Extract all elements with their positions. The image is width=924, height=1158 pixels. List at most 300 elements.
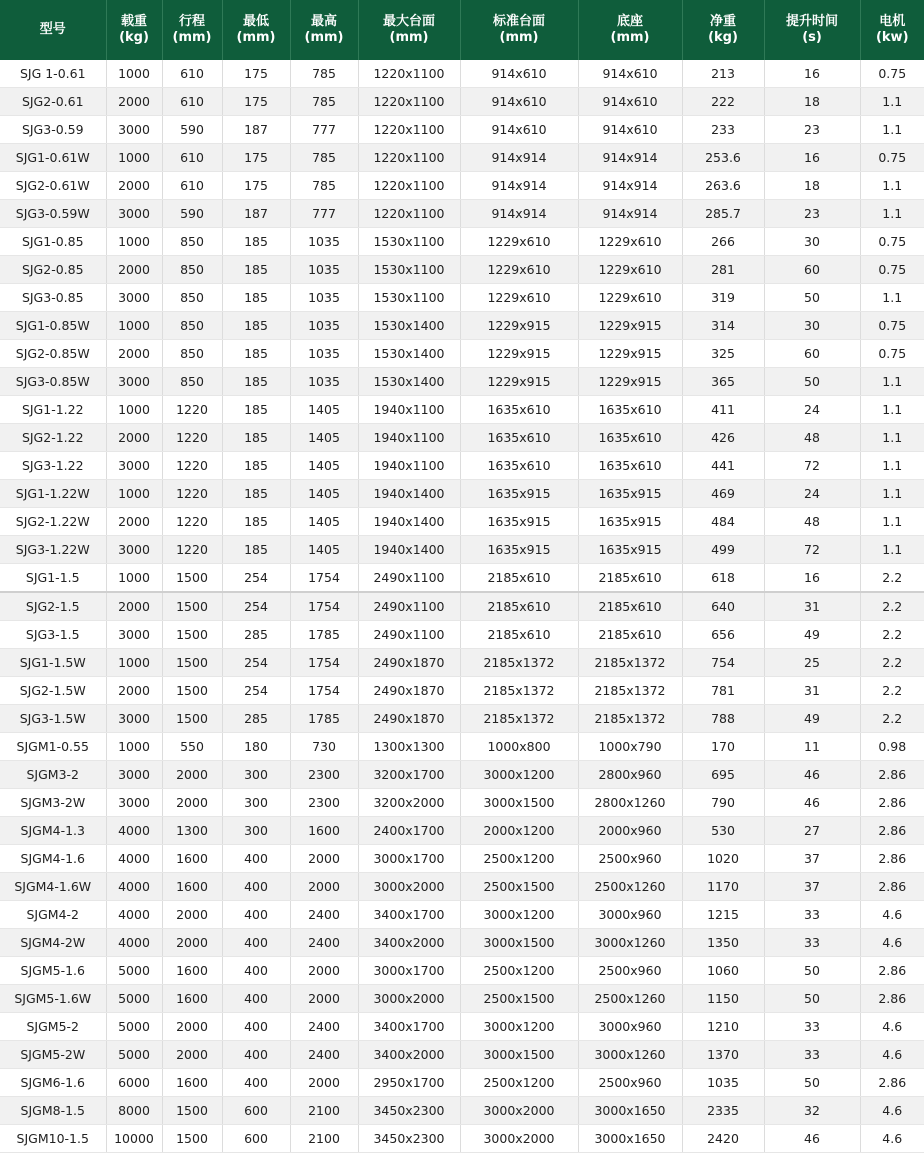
- table-cell-max-platform: 1530x1100: [358, 284, 460, 312]
- table-cell-max-height: 1035: [290, 368, 358, 396]
- column-header-model: [0, 0, 106, 60]
- table-cell-model: SJG3-1.22W: [0, 536, 106, 564]
- table-cell-stroke: 1600: [162, 1069, 222, 1097]
- table-cell-net-weight: 441: [682, 452, 764, 480]
- table-cell-max-platform: 2490x1100: [358, 592, 460, 621]
- table-cell-min-height: 400: [222, 1041, 290, 1069]
- table-cell-model: SJG2-1.5: [0, 592, 106, 621]
- table-cell-model: SJG3-1.5W: [0, 705, 106, 733]
- table-cell-net-weight: 325: [682, 340, 764, 368]
- table-row: [0, 845, 924, 873]
- table-cell-min-height: 285: [222, 705, 290, 733]
- table-cell-std-platform: 1229x915: [460, 312, 578, 340]
- table-cell-load: 3000: [106, 761, 162, 789]
- table-cell-max-height: 2300: [290, 761, 358, 789]
- table-cell-load: 6000: [106, 1069, 162, 1097]
- table-cell-motor: 0.98: [860, 733, 924, 761]
- table-cell-max-height: 2000: [290, 845, 358, 873]
- table-cell-max-platform: 1220x1100: [358, 60, 460, 88]
- table-cell-max-platform: 1530x1400: [358, 312, 460, 340]
- table-cell-motor: 1.1: [860, 396, 924, 424]
- table-row: [0, 116, 924, 144]
- table-header: [0, 0, 924, 60]
- table-cell-min-height: 400: [222, 929, 290, 957]
- table-cell-model: SJG2-1.22W: [0, 508, 106, 536]
- table-cell-load: 5000: [106, 1013, 162, 1041]
- table-cell-max-height: 1785: [290, 621, 358, 649]
- table-cell-stroke: 1220: [162, 536, 222, 564]
- table-cell-model: SJG3-1.5: [0, 621, 106, 649]
- table-cell-stroke: 590: [162, 116, 222, 144]
- column-header-motor: [860, 0, 924, 60]
- table-cell-base: 2185x610: [578, 592, 682, 621]
- table-cell-net-weight: 1350: [682, 929, 764, 957]
- table-cell-lift-time: 30: [764, 312, 860, 340]
- table-row: [0, 1041, 924, 1069]
- table-cell-max-height: 1754: [290, 649, 358, 677]
- table-cell-max-platform: 1530x1400: [358, 340, 460, 368]
- table-row: [0, 929, 924, 957]
- table-row: [0, 144, 924, 172]
- table-cell-std-platform: 1635x610: [460, 396, 578, 424]
- table-cell-base: 2500x1260: [578, 873, 682, 901]
- table-cell-lift-time: 31: [764, 592, 860, 621]
- table-cell-std-platform: 2185x1372: [460, 649, 578, 677]
- table-cell-load: 1000: [106, 228, 162, 256]
- table-cell-motor: 0.75: [860, 228, 924, 256]
- table-cell-max-height: 730: [290, 733, 358, 761]
- table-cell-motor: 2.86: [860, 845, 924, 873]
- table-cell-max-height: 2400: [290, 1013, 358, 1041]
- table-cell-model: SJG1-0.85: [0, 228, 106, 256]
- table-cell-min-height: 185: [222, 312, 290, 340]
- table-cell-lift-time: 72: [764, 452, 860, 480]
- table-cell-max-height: 1405: [290, 396, 358, 424]
- table-cell-lift-time: 23: [764, 200, 860, 228]
- table-cell-base: 3000x1260: [578, 1041, 682, 1069]
- table-row: [0, 733, 924, 761]
- table-cell-max-platform: 1940x1400: [358, 508, 460, 536]
- table-cell-max-platform: 1220x1100: [358, 200, 460, 228]
- table-cell-max-platform: 1940x1400: [358, 536, 460, 564]
- table-cell-stroke: 2000: [162, 1041, 222, 1069]
- table-cell-stroke: 610: [162, 172, 222, 200]
- table-cell-lift-time: 30: [764, 228, 860, 256]
- table-cell-motor: 4.6: [860, 1125, 924, 1153]
- table-cell-model: SJGM4-1.6: [0, 845, 106, 873]
- table-cell-model: SJG1-0.85W: [0, 312, 106, 340]
- table-cell-max-platform: 2490x1100: [358, 621, 460, 649]
- table-cell-min-height: 187: [222, 200, 290, 228]
- table-cell-min-height: 185: [222, 480, 290, 508]
- table-cell-std-platform: 2500x1500: [460, 873, 578, 901]
- table-cell-load: 3000: [106, 789, 162, 817]
- table-cell-base: 914x610: [578, 88, 682, 116]
- table-cell-std-platform: 2500x1200: [460, 957, 578, 985]
- table-cell-std-platform: 1635x915: [460, 508, 578, 536]
- table-cell-lift-time: 48: [764, 508, 860, 536]
- table-row: [0, 761, 924, 789]
- table-cell-load: 3000: [106, 284, 162, 312]
- table-cell-lift-time: 16: [764, 60, 860, 88]
- table-cell-motor: 4.6: [860, 929, 924, 957]
- table-cell-base: 2800x1260: [578, 789, 682, 817]
- table-cell-stroke: 1500: [162, 649, 222, 677]
- column-header-unit: (mm): [304, 30, 344, 45]
- table-cell-motor: 1.1: [860, 424, 924, 452]
- table-cell-base: 2185x1372: [578, 705, 682, 733]
- table-cell-motor: 2.2: [860, 705, 924, 733]
- table-cell-lift-time: 16: [764, 144, 860, 172]
- table-cell-load: 2000: [106, 340, 162, 368]
- table-cell-min-height: 185: [222, 424, 290, 452]
- table-cell-stroke: 2000: [162, 929, 222, 957]
- table-cell-motor: 1.1: [860, 536, 924, 564]
- table-cell-lift-time: 60: [764, 340, 860, 368]
- table-cell-model: SJGM3-2W: [0, 789, 106, 817]
- table-cell-net-weight: 411: [682, 396, 764, 424]
- table-cell-max-height: 1405: [290, 480, 358, 508]
- table-cell-min-height: 300: [222, 789, 290, 817]
- table-cell-net-weight: 499: [682, 536, 764, 564]
- table-row: [0, 536, 924, 564]
- table-cell-base: 2500x960: [578, 1069, 682, 1097]
- table-cell-min-height: 175: [222, 172, 290, 200]
- table-cell-model: SJG2-0.61W: [0, 172, 106, 200]
- table-cell-base: 1635x610: [578, 424, 682, 452]
- table-cell-net-weight: 2420: [682, 1125, 764, 1153]
- table-row: [0, 508, 924, 536]
- table-cell-motor: 4.6: [860, 901, 924, 929]
- table-cell-max-height: 785: [290, 88, 358, 116]
- table-cell-motor: 1.1: [860, 508, 924, 536]
- table-cell-std-platform: 1635x915: [460, 536, 578, 564]
- table-cell-motor: 1.1: [860, 284, 924, 312]
- table-cell-stroke: 1500: [162, 1125, 222, 1153]
- table-cell-std-platform: 1229x915: [460, 368, 578, 396]
- table-cell-model: SJG3-1.22: [0, 452, 106, 480]
- table-cell-net-weight: 319: [682, 284, 764, 312]
- table-cell-motor: 1.1: [860, 200, 924, 228]
- table-cell-min-height: 400: [222, 1069, 290, 1097]
- table-cell-base: 1635x915: [578, 480, 682, 508]
- table-cell-net-weight: 170: [682, 733, 764, 761]
- table-cell-min-height: 400: [222, 901, 290, 929]
- column-header-label: 最高: [310, 14, 337, 29]
- table-cell-lift-time: 50: [764, 284, 860, 312]
- table-cell-base: 1635x915: [578, 508, 682, 536]
- table-cell-max-height: 1754: [290, 592, 358, 621]
- table-cell-model: SJGM5-2W: [0, 1041, 106, 1069]
- table-cell-max-height: 1785: [290, 705, 358, 733]
- table-cell-base: 914x610: [578, 116, 682, 144]
- table-cell-base: 3000x1650: [578, 1097, 682, 1125]
- table-cell-min-height: 175: [222, 60, 290, 88]
- column-header-unit: (kg): [708, 30, 738, 45]
- table-cell-stroke: 1500: [162, 1097, 222, 1125]
- table-cell-load: 4000: [106, 929, 162, 957]
- table-cell-base: 2500x960: [578, 957, 682, 985]
- table-cell-motor: 1.1: [860, 172, 924, 200]
- table-cell-load: 1000: [106, 480, 162, 508]
- table-cell-net-weight: 530: [682, 817, 764, 845]
- table-cell-stroke: 1300: [162, 817, 222, 845]
- table-cell-load: 10000: [106, 1125, 162, 1153]
- table-cell-stroke: 2000: [162, 761, 222, 789]
- table-cell-load: 1000: [106, 649, 162, 677]
- table-cell-std-platform: 3000x2000: [460, 1097, 578, 1125]
- table-cell-max-height: 1754: [290, 564, 358, 593]
- table-cell-model: SJGM5-2: [0, 1013, 106, 1041]
- table-cell-stroke: 610: [162, 60, 222, 88]
- table-cell-load: 2000: [106, 677, 162, 705]
- table-cell-net-weight: 1215: [682, 901, 764, 929]
- table-cell-min-height: 187: [222, 116, 290, 144]
- table-cell-motor: 1.1: [860, 116, 924, 144]
- table-row: [0, 1125, 924, 1153]
- table-cell-net-weight: 788: [682, 705, 764, 733]
- table-cell-motor: 2.86: [860, 817, 924, 845]
- column-header-std-platform: [460, 0, 578, 60]
- table-cell-max-platform: 3000x1700: [358, 957, 460, 985]
- table-cell-max-height: 1405: [290, 536, 358, 564]
- table-cell-stroke: 1500: [162, 705, 222, 733]
- table-cell-net-weight: 1370: [682, 1041, 764, 1069]
- table-cell-std-platform: 2500x1200: [460, 1069, 578, 1097]
- table-cell-max-platform: 1940x1400: [358, 480, 460, 508]
- column-header-label: 最低: [242, 14, 269, 29]
- table-cell-base: 3000x960: [578, 901, 682, 929]
- table-row: [0, 901, 924, 929]
- table-cell-motor: 2.2: [860, 564, 924, 593]
- table-cell-std-platform: 914x914: [460, 200, 578, 228]
- table-cell-max-platform: 3450x2300: [358, 1097, 460, 1125]
- table-cell-max-height: 2000: [290, 1069, 358, 1097]
- table-cell-net-weight: 754: [682, 649, 764, 677]
- table-cell-max-height: 777: [290, 116, 358, 144]
- table-cell-lift-time: 37: [764, 873, 860, 901]
- table-cell-base: 1229x915: [578, 368, 682, 396]
- table-cell-max-height: 2000: [290, 873, 358, 901]
- table-cell-lift-time: 31: [764, 677, 860, 705]
- table-cell-min-height: 185: [222, 396, 290, 424]
- table-cell-model: SJG3-0.59: [0, 116, 106, 144]
- table-cell-load: 1000: [106, 564, 162, 593]
- table-cell-net-weight: 2335: [682, 1097, 764, 1125]
- table-cell-lift-time: 50: [764, 957, 860, 985]
- table-cell-max-platform: 1220x1100: [358, 144, 460, 172]
- table-cell-max-platform: 1220x1100: [358, 172, 460, 200]
- table-cell-motor: 2.86: [860, 873, 924, 901]
- table-cell-max-platform: 2400x1700: [358, 817, 460, 845]
- table-cell-base: 1635x610: [578, 396, 682, 424]
- table-cell-base: 2800x960: [578, 761, 682, 789]
- table-cell-model: SJG1-1.5: [0, 564, 106, 593]
- table-cell-min-height: 185: [222, 228, 290, 256]
- table-cell-min-height: 175: [222, 88, 290, 116]
- table-cell-load: 3000: [106, 621, 162, 649]
- table-cell-base: 2185x610: [578, 564, 682, 593]
- table-cell-min-height: 254: [222, 649, 290, 677]
- table-row: [0, 88, 924, 116]
- table-cell-max-height: 785: [290, 60, 358, 88]
- table-cell-net-weight: 365: [682, 368, 764, 396]
- table-cell-model: SJG2-1.22: [0, 424, 106, 452]
- table-cell-model: SJGM8-1.5: [0, 1097, 106, 1125]
- column-header-unit: (mm): [172, 30, 212, 45]
- table-cell-lift-time: 11: [764, 733, 860, 761]
- table-cell-load: 2000: [106, 508, 162, 536]
- table-cell-lift-time: 46: [764, 789, 860, 817]
- table-cell-motor: 2.86: [860, 1069, 924, 1097]
- table-cell-max-platform: 2950x1700: [358, 1069, 460, 1097]
- table-cell-min-height: 400: [222, 957, 290, 985]
- table-cell-stroke: 850: [162, 228, 222, 256]
- table-cell-net-weight: 781: [682, 677, 764, 705]
- table-row: [0, 789, 924, 817]
- table-cell-stroke: 850: [162, 284, 222, 312]
- table-cell-std-platform: 1635x610: [460, 424, 578, 452]
- table-cell-stroke: 1600: [162, 985, 222, 1013]
- table-cell-min-height: 400: [222, 845, 290, 873]
- table-row: [0, 564, 924, 593]
- table-cell-std-platform: 1229x915: [460, 340, 578, 368]
- table-cell-load: 4000: [106, 873, 162, 901]
- table-cell-max-platform: 1220x1100: [358, 88, 460, 116]
- table-cell-max-height: 785: [290, 144, 358, 172]
- column-header-lift-time: [764, 0, 860, 60]
- table-cell-base: 1635x610: [578, 452, 682, 480]
- table-cell-min-height: 400: [222, 985, 290, 1013]
- table-cell-load: 3000: [106, 200, 162, 228]
- table-cell-net-weight: 285.7: [682, 200, 764, 228]
- table-cell-max-height: 1405: [290, 424, 358, 452]
- column-header-unit: (kw): [875, 30, 909, 45]
- table-cell-motor: 4.6: [860, 1041, 924, 1069]
- table-cell-max-platform: 1940x1100: [358, 424, 460, 452]
- table-cell-max-height: 1035: [290, 228, 358, 256]
- table-cell-min-height: 185: [222, 508, 290, 536]
- column-header-max-platform: [358, 0, 460, 60]
- table-cell-min-height: 185: [222, 256, 290, 284]
- table-cell-lift-time: 24: [764, 396, 860, 424]
- table-cell-max-platform: 3000x1700: [358, 845, 460, 873]
- table-cell-base: 1229x610: [578, 284, 682, 312]
- table-cell-min-height: 185: [222, 340, 290, 368]
- table-cell-net-weight: 426: [682, 424, 764, 452]
- table-row: [0, 312, 924, 340]
- table-cell-std-platform: 1229x610: [460, 284, 578, 312]
- table-cell-lift-time: 72: [764, 536, 860, 564]
- table-cell-std-platform: 3000x2000: [460, 1125, 578, 1153]
- table-cell-load: 2000: [106, 256, 162, 284]
- table-cell-base: 914x914: [578, 200, 682, 228]
- table-cell-std-platform: 1229x610: [460, 228, 578, 256]
- table-cell-max-height: 1035: [290, 312, 358, 340]
- table-cell-motor: 1.1: [860, 480, 924, 508]
- table-cell-model: SJG2-0.85: [0, 256, 106, 284]
- table-cell-net-weight: 233: [682, 116, 764, 144]
- table-cell-motor: 0.75: [860, 340, 924, 368]
- table-cell-stroke: 610: [162, 144, 222, 172]
- table-cell-model: SJG3-0.59W: [0, 200, 106, 228]
- table-cell-net-weight: 1060: [682, 957, 764, 985]
- table-cell-std-platform: 1635x915: [460, 480, 578, 508]
- column-header-label: 型号: [39, 22, 66, 37]
- table-row: [0, 592, 924, 621]
- table-cell-load: 8000: [106, 1097, 162, 1125]
- column-header-label: 行程: [178, 14, 205, 29]
- table-cell-net-weight: 1020: [682, 845, 764, 873]
- table-row: [0, 957, 924, 985]
- table-cell-lift-time: 50: [764, 368, 860, 396]
- table-cell-max-platform: 3400x2000: [358, 929, 460, 957]
- table-cell-max-platform: 3200x1700: [358, 761, 460, 789]
- table-cell-base: 3000x1650: [578, 1125, 682, 1153]
- table-cell-net-weight: 263.6: [682, 172, 764, 200]
- table-cell-std-platform: 2185x610: [460, 621, 578, 649]
- table-cell-max-platform: 1940x1100: [358, 452, 460, 480]
- table-cell-base: 2185x1372: [578, 649, 682, 677]
- table-cell-load: 3000: [106, 536, 162, 564]
- column-header-label: 电机: [879, 14, 906, 29]
- table-row: [0, 284, 924, 312]
- column-header-unit: (mm): [499, 30, 539, 45]
- table-cell-max-platform: 1530x1100: [358, 256, 460, 284]
- table-cell-lift-time: 37: [764, 845, 860, 873]
- table-cell-std-platform: 2185x610: [460, 592, 578, 621]
- table-cell-lift-time: 18: [764, 88, 860, 116]
- table-cell-lift-time: 49: [764, 621, 860, 649]
- table-cell-net-weight: 1170: [682, 873, 764, 901]
- table-cell-stroke: 1600: [162, 957, 222, 985]
- column-header-label: 载重: [120, 14, 147, 29]
- table-cell-max-platform: 2490x1870: [358, 705, 460, 733]
- table-cell-motor: 0.75: [860, 256, 924, 284]
- table-cell-max-height: 2400: [290, 901, 358, 929]
- column-header-label: 最大台面: [382, 14, 435, 29]
- table-cell-motor: 2.2: [860, 677, 924, 705]
- table-cell-stroke: 1500: [162, 564, 222, 593]
- table-cell-net-weight: 1035: [682, 1069, 764, 1097]
- table-cell-stroke: 2000: [162, 901, 222, 929]
- table-row: [0, 621, 924, 649]
- table-cell-net-weight: 656: [682, 621, 764, 649]
- table-cell-max-platform: 3400x2000: [358, 1041, 460, 1069]
- table-cell-model: SJG 1-0.61: [0, 60, 106, 88]
- table-cell-max-platform: 3200x2000: [358, 789, 460, 817]
- table-cell-motor: 2.2: [860, 621, 924, 649]
- column-header-max-height: [290, 0, 358, 60]
- table-cell-base: 2185x610: [578, 621, 682, 649]
- table-cell-lift-time: 33: [764, 1041, 860, 1069]
- table-cell-std-platform: 3000x1200: [460, 1013, 578, 1041]
- table-cell-motor: 2.2: [860, 592, 924, 621]
- table-cell-load: 4000: [106, 845, 162, 873]
- column-header-label: 提升时间: [785, 14, 838, 29]
- table-cell-load: 1000: [106, 144, 162, 172]
- table-row: [0, 817, 924, 845]
- column-header-unit: (kg): [119, 30, 149, 45]
- column-header-load: [106, 0, 162, 60]
- table-cell-net-weight: 618: [682, 564, 764, 593]
- table-cell-stroke: 1220: [162, 424, 222, 452]
- table-row: [0, 396, 924, 424]
- column-header-net-weight: [682, 0, 764, 60]
- table-cell-net-weight: 469: [682, 480, 764, 508]
- table-cell-std-platform: 914x610: [460, 116, 578, 144]
- table-cell-min-height: 185: [222, 368, 290, 396]
